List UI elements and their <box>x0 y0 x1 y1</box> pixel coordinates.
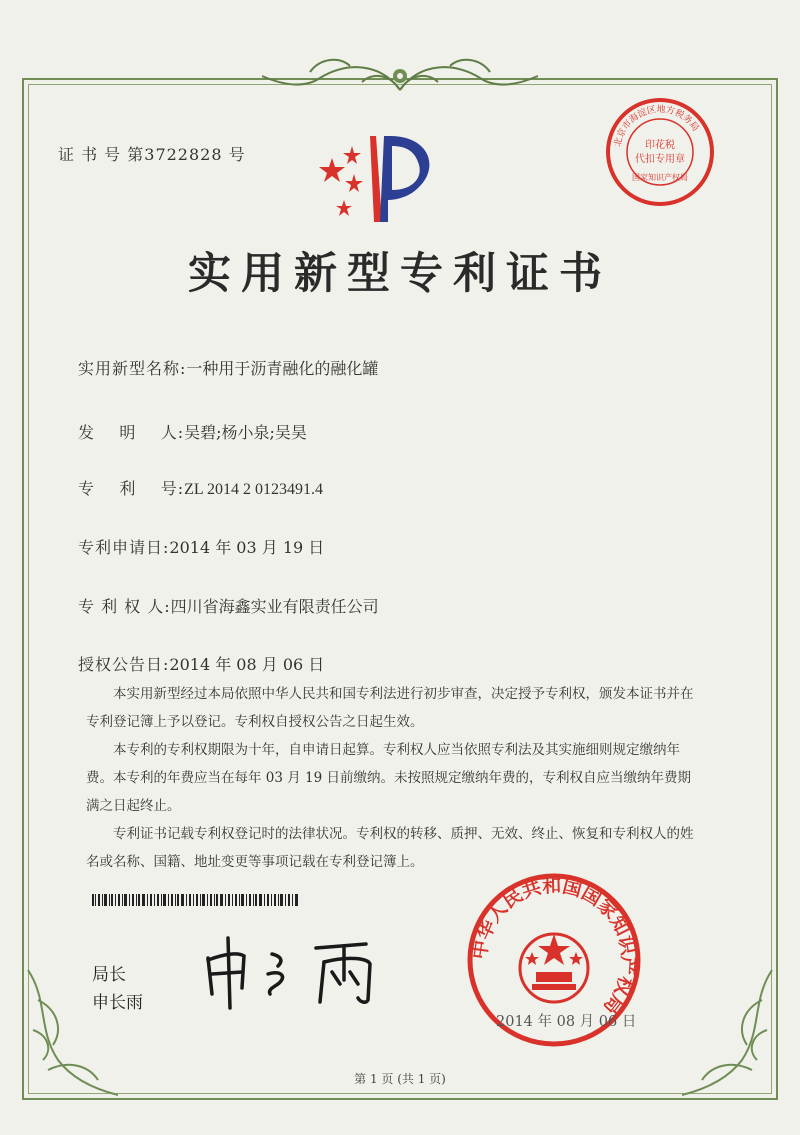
seal-date: 2014 年 08 月 06 日 <box>496 1014 637 1030</box>
field-value: 2014 年 08 月 06 日 <box>169 655 325 674</box>
field-value: ZL 2014 2 0123491.4 <box>184 481 324 498</box>
stamp-center-text-2: 代扣专用章 <box>635 154 685 165</box>
director-name: 申长雨 <box>92 993 143 1013</box>
bottom-right-ornament-icon <box>672 960 782 1110</box>
field-label: 专 利 权 人: <box>78 597 171 616</box>
certificate-title: 实用新型专利证书 <box>188 249 612 299</box>
stamp-bottom-text: 国家知识产权局 <box>632 173 688 182</box>
top-ornament-icon <box>250 52 550 98</box>
stamp-ring-text: 北京市海淀区地方税务局 <box>613 104 701 148</box>
field-value: 四川省海鑫实业有限责任公司 <box>170 597 379 616</box>
body-paragraph-3: 专利证书记载专利权登记时的法律状况。专利权的转移、质押、无效、终止、恢复和专利权人的姓名或名称、国籍、地址变更等事项记载在专利登记簿上。 <box>86 826 694 870</box>
patent-office-logo-icon <box>318 128 444 228</box>
field-label: 实用新型名称: <box>78 359 187 378</box>
stamp-center-text-1: 印花税 <box>645 140 675 151</box>
field-label: 专利申请日: <box>78 538 170 557</box>
field-utility-model-name <box>78 356 378 379</box>
page-footer: 第 1 页 (共 1 页) <box>354 1072 446 1086</box>
tax-stamp-icon <box>604 96 716 208</box>
field-patent-number <box>78 476 323 499</box>
body-paragraph-1: 本实用新型经过本局依照中华人民共和国专利法进行初步审查，决定授予专利权，颁发本证书并在专利登记簿上予以登记。专利权自授权公告之日起生效。 <box>86 686 694 730</box>
field-patentee <box>78 594 379 617</box>
barcode-icon <box>92 894 298 906</box>
field-label: 授权公告日: <box>78 655 170 674</box>
field-application-date <box>78 535 324 558</box>
certificate-body <box>86 680 694 876</box>
body-paragraph-2: 本专利的专利权期限为十年，自申请日起算。专利权人应当依照专利法及其实施细则规定缴纳年费。本专利的年费应当在每年 03 月 19 日前缴纳。未按照规定缴纳年费的，专利权自应当缴纳年费期满之日起终止。 <box>86 742 692 814</box>
field-value: 2014 年 03 月 19 日 <box>169 538 325 557</box>
field-label: 专 利 号: <box>78 479 185 498</box>
field-inventor <box>78 420 307 443</box>
field-value: 吴碧;杨小泉;吴昊 <box>184 423 307 442</box>
field-value: 一种用于沥青融化的融化罐 <box>186 359 379 378</box>
field-label: 发 明 人: <box>78 423 185 442</box>
field-grant-date <box>78 652 324 675</box>
seal-ring-text: 中华人民共和国国家知识产权局 <box>468 874 640 1019</box>
certificate-number: 证 书 号 第3722828 号 <box>58 145 246 164</box>
handwritten-signature-icon <box>198 930 408 1010</box>
director-title: 局长 <box>92 965 126 985</box>
